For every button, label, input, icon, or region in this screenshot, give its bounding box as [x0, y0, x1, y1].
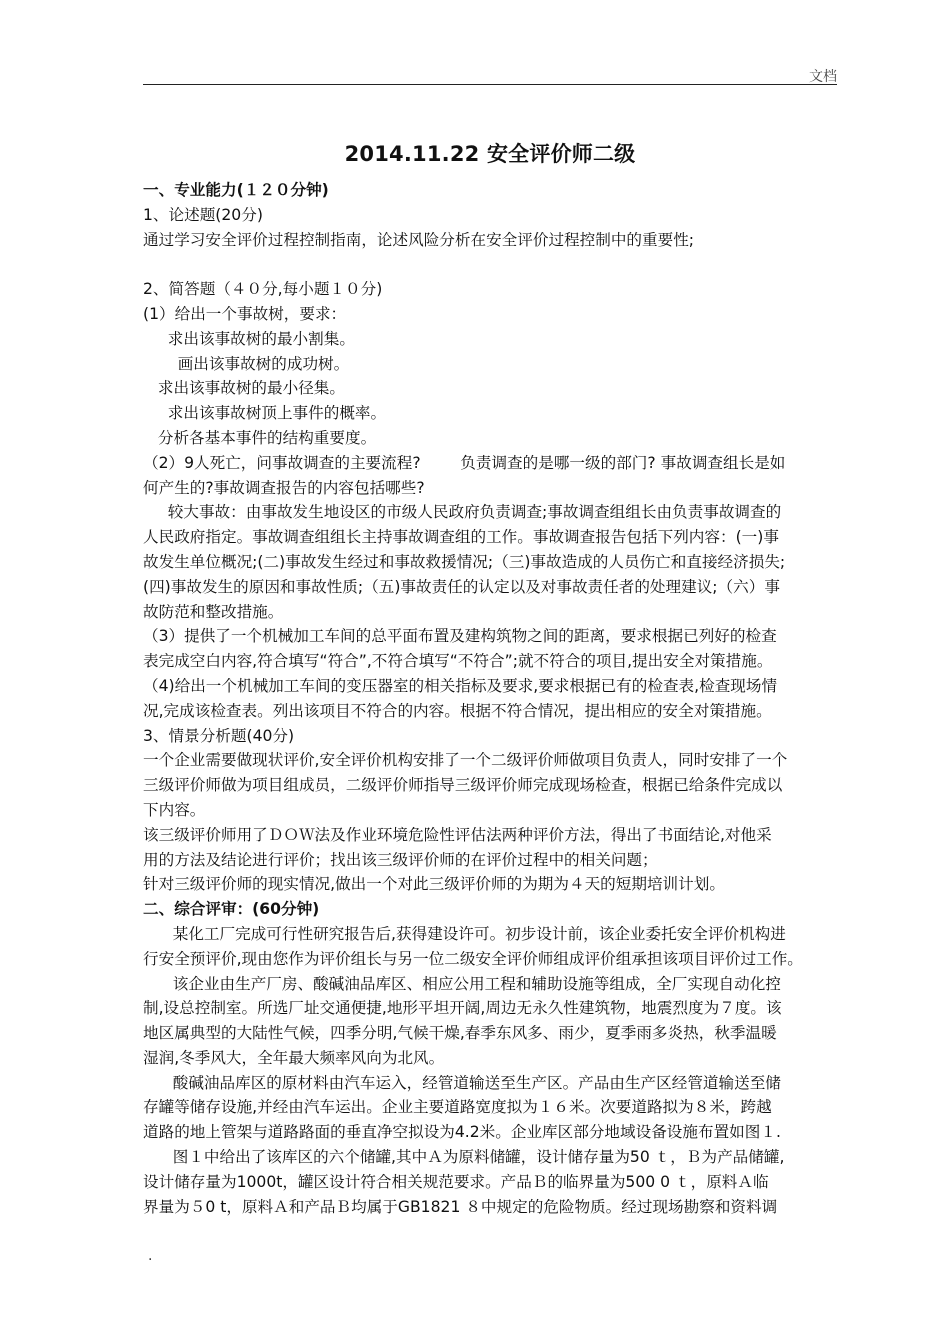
- body-line: 酸碱油品库区的原材料由汽车运入，经管道输送至生产区。产品由生产区经管道输送至储: [143, 1073, 781, 1092]
- body-line: 下内容。: [143, 800, 206, 819]
- body-line: 分析各基本事件的结构重要度。: [143, 428, 377, 447]
- body-line: 一个企业需要做现状评价,安全评价机构安排了一个二级评价师做项目负责人，同时安排了一个: [143, 751, 788, 770]
- body-line: (四)事故发生的原因和事故性质;（五)事故责任的认定以及对事故责任者的处理建议;（六）事: [143, 577, 780, 596]
- body-line: 故防范和整改措施。: [143, 602, 284, 621]
- body-line: 针对三级评价师的现实情况,做出一个对此三级评价师的为期为４天的短期培训计划。: [143, 875, 725, 894]
- body-line: （4)给出一个机械加工车间的变压器室的相关指标及要求,要求根据已有的检查表,检查现场情: [143, 676, 778, 695]
- body-line: 图１中给出了该库区的六个储罐,其中Ａ为原料储罐，设计储存量为50 ｔ，Ｂ为产品储罐,: [143, 1148, 785, 1167]
- body-line: 道路的地上管架与道路路面的垂直净空拟设为4.2米。企业库区部分地域设备设施布置如图１.: [143, 1123, 781, 1142]
- body-line: 人民政府指定。事故调查组组长主持事故调查组的工作。事故调查报告包括下列内容：(一)事: [143, 528, 779, 547]
- body-line: 制,设总控制室。所选厂址交通便捷,地形平坦开阔,周边无永久性建筑物，地震烈度为７度。该: [143, 999, 782, 1018]
- body-line: 该企业由生产厂房、酸碱油品库区、相应公用工程和辅助设施等组成，全厂实现自动化控: [143, 974, 781, 993]
- body-line: 地区属典型的大陆性气候，四季分明,气候干燥,春季东风多、雨少，夏季雨多炎热，秋季温暖: [143, 1024, 777, 1043]
- body-line: （2）9人死亡，问事故调查的主要流程? 负责调查的是哪一级的部门? 事故调查组长是如: [143, 453, 786, 472]
- body-line: 该三级评价师用了ＤＯＷ法及作业环境危险性评估法两种评价方法，得出了书面结论,对他采: [143, 825, 772, 844]
- body-line: 湿润,冬季风大，全年最大频率风向为北风。: [143, 1048, 445, 1067]
- body-line: 较大事故：由事故发生地设区的市级人民政府负责调查;事故调查组组长由负责事故调查的: [143, 503, 782, 522]
- page-header-label: 文档: [809, 69, 837, 85]
- document-body: [143, 178, 841, 1219]
- section-heading: 一、专业能力(１２０分钟): [143, 181, 329, 199]
- body-line: 况,完成该检查表。列出该项目不符合的内容。根据不符合情况，提出相应的安全对策措施。: [143, 701, 772, 720]
- body-line: (1）给出一个事故树，要求：: [143, 304, 347, 323]
- body-line: 界量为５0 t，原料Ａ和产品Ｂ均属于GB1821 ８中规定的危险物质。经过现场勘察和资料调: [143, 1197, 778, 1216]
- body-line: 行安全预评价,现由您作为评价组长与另一位二级安全评价师组成评价组承担该项目评价过工作。: [143, 949, 803, 968]
- body-line: 1、论述题(20分): [143, 205, 263, 224]
- body-line: 求出该事故树顶上事件的概率。: [143, 404, 387, 423]
- body-line: 故发生单位概况;(二)事故发生经过和事故救援情况;（三)事故造成的人员伤亡和直接经济损失;: [143, 552, 786, 571]
- body-line: 表完成空白内容,符合填写“符合”,不符合填写“不符合”;就不符合的项目,提出安全对策措施。: [143, 652, 773, 671]
- footer-mark: .: [148, 1248, 153, 1264]
- body-line: 三级评价师做为项目组成员，二级评价师指导三级评价师完成现场检查，根据已给条件完成以: [143, 776, 783, 795]
- blank-line: [143, 252, 841, 277]
- body-line: 某化工厂完成可行性研究报告后,获得建设许可。初步设计前，该企业委托安全评价机构进: [143, 924, 786, 943]
- body-line: 何产生的?事故调查报告的内容包括哪些?: [143, 478, 425, 497]
- body-line: 通过学习安全评价过程控制指南，论述风险分析在安全评价过程控制中的重要性;: [143, 230, 695, 249]
- body-line: 2、简答题（４０分,每小题１０分): [143, 280, 383, 299]
- body-line: 求出该事故树的最小割集。: [143, 329, 355, 348]
- body-line: 存罐等储存设施,并经由汽车运出。企业主要道路宽度拟为１６米。次要道路拟为８米，跨越: [143, 1098, 772, 1117]
- body-line: 画出该事故树的成功树。: [143, 354, 350, 373]
- body-line: （3）提供了一个机械加工车间的总平面布置及建构筑物之间的距离，要求根据已列好的检查: [143, 627, 777, 646]
- section-heading: 二、综合评审：(60分钟): [143, 900, 320, 919]
- body-line: 用的方法及结论进行评价；找出该三级评价师的在评价过程中的相关问题；: [143, 850, 658, 869]
- body-line: 设计储存量为1000t，罐区设计符合相关规范要求。产品Ｂ的临界量为500 0 ｔ，原料Ａ临: [143, 1172, 769, 1191]
- body-line: 3、情景分析题(40分): [143, 726, 295, 745]
- document-title: 2014.11.22 安全评价师二级: [344, 142, 636, 166]
- body-line: 求出该事故树的最小径集。: [143, 379, 345, 398]
- header-divider: [143, 84, 837, 85]
